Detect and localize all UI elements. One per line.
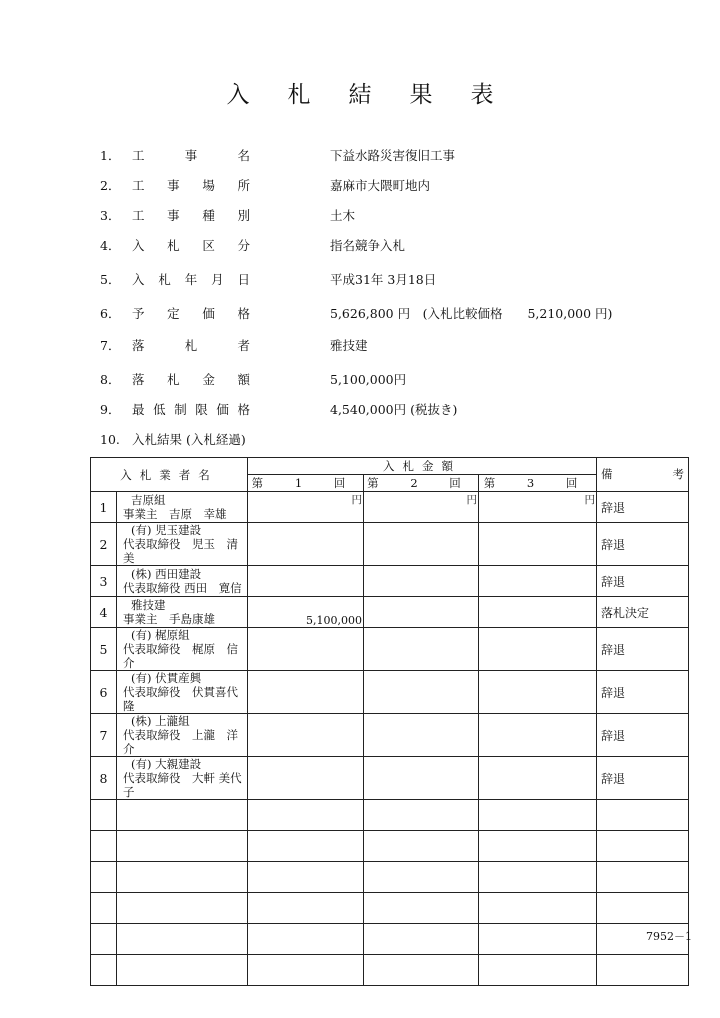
company-name: 吉原組 — [131, 493, 166, 507]
amount-cell — [479, 492, 597, 523]
remark-cell: 辞退 — [597, 628, 689, 671]
item-value: 嘉麻市大隈町地内 — [330, 178, 431, 193]
amount-cell — [248, 492, 364, 523]
bid-results-table — [90, 457, 689, 986]
row-number: 6 — [91, 671, 117, 714]
round1-header: 第 1 回 — [248, 475, 364, 492]
empty-row — [91, 862, 689, 893]
row-number: 8 — [91, 757, 117, 800]
bidder-name — [117, 714, 248, 757]
representative-name: 代表取締役 梶原 信介 — [123, 642, 238, 670]
amount-cell — [248, 523, 364, 566]
item-number: 8． — [100, 372, 121, 387]
item-label: 落札者 — [132, 338, 250, 353]
bidder-name — [117, 628, 248, 671]
yen-label: 円 — [351, 494, 362, 506]
representative-name: 代表取締役 伏貫喜代隆 — [123, 685, 238, 713]
item-number: 9． — [100, 402, 121, 417]
table-row — [91, 566, 689, 597]
item-value: 平成31年 3月18日 — [330, 272, 437, 287]
item-row — [0, 336, 720, 356]
amount-cell — [248, 566, 364, 597]
remark-cell: 辞退 — [597, 714, 689, 757]
company-name: (有) 伏貫産興 — [131, 671, 202, 685]
bidder-name — [117, 597, 248, 628]
representative-name: 代表取締役 西田 寛信 — [123, 581, 242, 595]
amount-cell — [479, 597, 597, 628]
empty-row — [91, 924, 689, 955]
item-label: 最低制限価格 — [132, 402, 250, 417]
item-value: 土木 — [330, 208, 356, 223]
amount-cell — [479, 566, 597, 597]
item-label: 予定価格 — [132, 306, 250, 321]
company-name: (株) 上瀧組 — [131, 714, 190, 728]
amount-cell — [248, 597, 364, 628]
remark-cell: 落札決定 — [597, 597, 689, 628]
item-label: 入札区分 — [132, 238, 250, 253]
item-number: 4． — [100, 238, 121, 253]
item-label: 工事場所 — [132, 178, 250, 193]
company-name: 雅技建 — [131, 598, 166, 612]
bidder-header: 入札業者名 — [91, 458, 248, 492]
amount-cell — [364, 597, 479, 628]
amount-cell — [364, 671, 479, 714]
table-row — [91, 492, 689, 523]
bid-amount: 5,100,000 — [306, 614, 362, 627]
item-value: 指名競争入札 — [330, 238, 406, 253]
amount-cell — [479, 628, 597, 671]
bidder-name — [117, 566, 248, 597]
row-number: 7 — [91, 714, 117, 757]
representative-name: 代表取締役 児玉 清美 — [123, 537, 238, 565]
bidder-name — [117, 523, 248, 566]
company-name: (株) 西田建設 — [131, 567, 202, 581]
item-row — [0, 270, 720, 290]
remark-cell: 辞退 — [597, 671, 689, 714]
item-number: 1． — [100, 148, 121, 163]
amount-cell — [364, 714, 479, 757]
table-row — [91, 714, 689, 757]
item-number: 10. — [100, 432, 120, 447]
amount-cell — [248, 714, 364, 757]
amount-cell — [248, 628, 364, 671]
item-label: 落札金額 — [132, 372, 250, 387]
remark-cell: 辞退 — [597, 523, 689, 566]
table-row — [91, 757, 689, 800]
page-number: 7952－1 — [646, 930, 692, 943]
representative-name: 事業主 手島康雄 — [123, 612, 215, 626]
row-number: 1 — [91, 492, 117, 523]
item-row — [0, 370, 720, 390]
item-row — [0, 304, 720, 324]
remark-cell: 辞退 — [597, 566, 689, 597]
amount-header: 入札金額 — [248, 458, 597, 475]
remark-cell: 辞退 — [597, 757, 689, 800]
amount-cell — [364, 566, 479, 597]
bidder-name — [117, 492, 248, 523]
item-row — [0, 236, 720, 256]
table-row — [91, 671, 689, 714]
item-value: 5,100,000円 — [330, 372, 407, 387]
amount-cell — [364, 628, 479, 671]
yen-label: 円 — [466, 494, 477, 506]
item-number: 6． — [100, 306, 121, 321]
remark-cell: 辞退 — [597, 492, 689, 523]
item-number: 2． — [100, 178, 121, 193]
item-label: 工事種別 — [132, 208, 250, 223]
item-label: 入札結果 (入札経過) — [132, 432, 246, 447]
item-value: 5,626,800 円 (入札比較価格 5,210,000 円) — [330, 306, 613, 321]
empty-row — [91, 955, 689, 986]
amount-cell — [479, 523, 597, 566]
empty-row — [91, 800, 689, 831]
row-number: 2 — [91, 523, 117, 566]
item-number: 7． — [100, 338, 121, 353]
remarks-header-a: 備 — [601, 467, 613, 481]
empty-row — [91, 831, 689, 862]
bidder-name — [117, 757, 248, 800]
amount-cell — [248, 671, 364, 714]
amount-cell — [479, 714, 597, 757]
amount-cell — [364, 523, 479, 566]
representative-name: 代表取締役 上瀧 洋介 — [123, 728, 238, 756]
item-label: 工事名 — [132, 148, 250, 163]
item-row — [0, 146, 720, 166]
amount-cell — [364, 757, 479, 800]
item-row — [0, 400, 720, 420]
table-row — [91, 523, 689, 566]
company-name: (有) 児玉建設 — [131, 523, 202, 537]
row-number: 5 — [91, 628, 117, 671]
remarks-header-b: 考 — [672, 467, 685, 481]
item-number: 3． — [100, 208, 121, 223]
item-row — [0, 430, 720, 450]
representative-name: 代表取締役 大軒 美代子 — [123, 771, 242, 799]
round3-header: 第 3 回 — [479, 475, 597, 492]
item-value: 雅技建 — [330, 338, 368, 353]
company-name: (有) 梶原組 — [131, 628, 190, 642]
row-number: 3 — [91, 566, 117, 597]
representative-name: 事業主 吉原 幸雄 — [123, 507, 227, 521]
bidder-name — [117, 671, 248, 714]
item-row — [0, 176, 720, 196]
empty-row — [91, 893, 689, 924]
yen-label: 円 — [584, 494, 596, 506]
item-value: 下益水路災害復旧工事 — [330, 148, 456, 163]
amount-cell — [479, 757, 597, 800]
table-row — [91, 597, 689, 628]
round2-header: 第 2 回 — [364, 475, 479, 492]
item-number: 5． — [100, 272, 121, 287]
remarks-header — [597, 458, 689, 492]
item-row — [0, 206, 720, 226]
item-label: 入札年月日 — [132, 272, 250, 287]
amount-cell — [248, 757, 364, 800]
table-row — [91, 628, 689, 671]
company-name: (有) 大親建設 — [131, 757, 202, 771]
amount-cell — [364, 492, 479, 523]
page-title: 入札結果表 — [226, 82, 532, 108]
row-number: 4 — [91, 597, 117, 628]
amount-cell — [479, 671, 597, 714]
item-value: 4,540,000円 (税抜き) — [330, 402, 458, 417]
